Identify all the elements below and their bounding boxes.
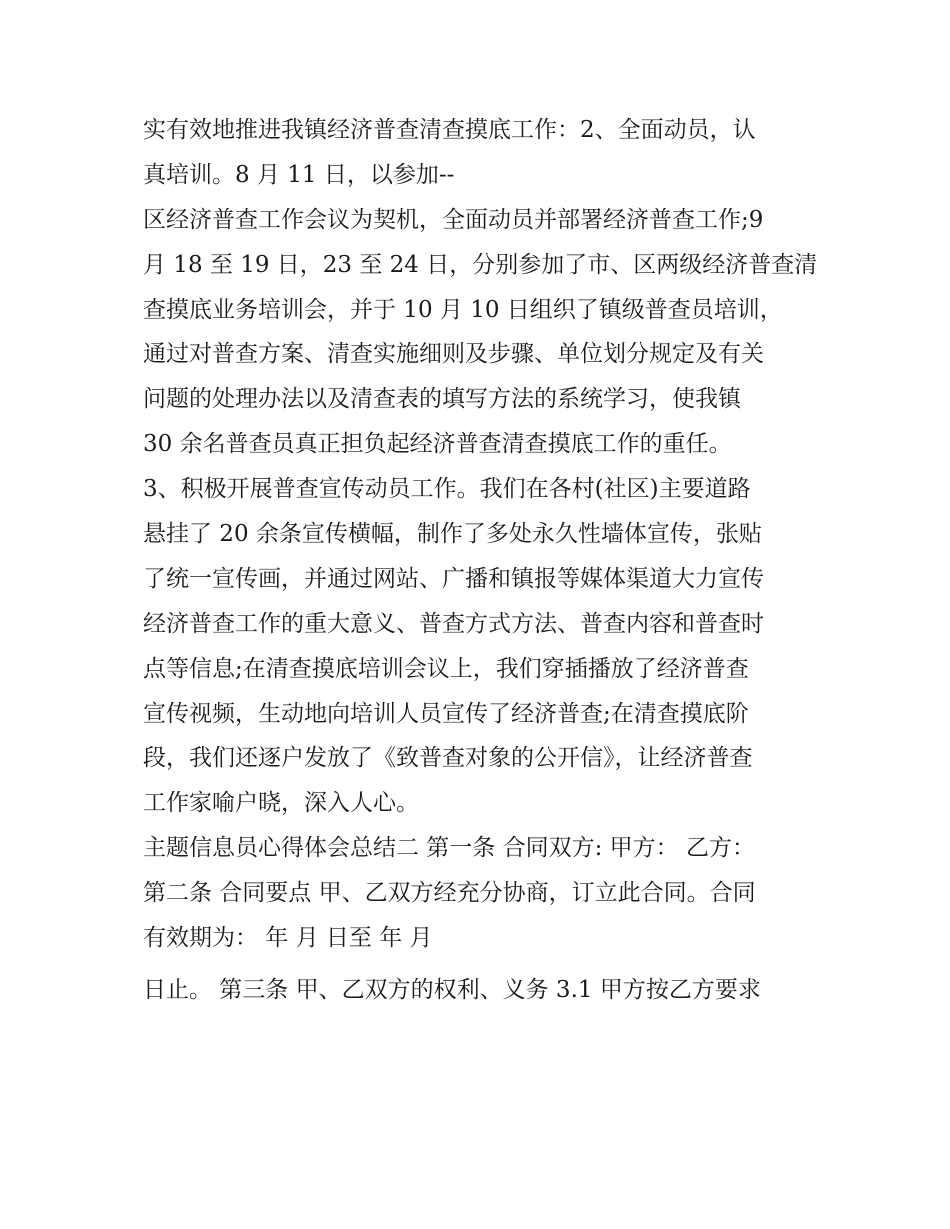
text-line: 有效期为： 年 月 日至 年 月 bbox=[143, 925, 433, 952]
text-line: 点等信息;在清查摸底培训会议上，我们穿插播放了经济普查 bbox=[143, 655, 749, 682]
text-line: 了统一宣传画，并通过网站、广播和镇报等媒体渠道大力宣传 bbox=[143, 565, 764, 592]
text-line: 区经济普查工作会议为契机，全面动员并部署经济普查工作;9 bbox=[143, 206, 764, 233]
text-line: 月 18 至 19 日，23 至 24 日，分别参加了市、区两级经济普查清 bbox=[143, 251, 818, 278]
text-line: 30 余名普查员真正担负起经济普查清查摸底工作的重任。 bbox=[143, 431, 732, 458]
text-line: 段，我们还逐户发放了《致普查对象的公开信》，让经济普查 bbox=[143, 745, 753, 772]
text-line: 主题信息员心得体会总结二 第一条 合同双方: 甲方： 乙方： bbox=[143, 835, 755, 862]
document-body bbox=[143, 108, 823, 1013]
text-line: 工作家喻户晓，深入人心。 bbox=[143, 790, 419, 817]
text-line: 通过对普查方案、清查实施细则及步骤、单位划分规定及有关 bbox=[143, 341, 764, 368]
text-line: 查摸底业务培训会，并于 10 月 10 日组织了镇级普查员培训， bbox=[143, 296, 783, 323]
text-line: 实有效地推进我镇经济普查清查摸底工作：2、全面动员，认 bbox=[143, 117, 756, 143]
text-line: 真培训。8 月 11 日，以参加-- bbox=[143, 161, 455, 188]
text-line: 宣传视频，生动地向培训人员宣传了经济普查;在清查摸底阶 bbox=[143, 700, 749, 727]
text-line: 3、积极开展普查宣传动员工作。我们在各村(社区)主要道路 bbox=[143, 476, 751, 503]
text-line: 悬挂了 20 余条宣传横幅，制作了多处永久性墙体宣传，张贴 bbox=[143, 521, 762, 548]
text-line: 经济普查工作的重大意义、普查方式方法、普查内容和普查时 bbox=[143, 610, 764, 637]
text-line: 日止。 第三条 甲、乙双方的权利、义务 3.1 甲方按乙方要求 bbox=[143, 976, 761, 1003]
text-line: 问题的处理办法以及清查表的填写方法的系统学习，使我镇 bbox=[143, 386, 741, 413]
text-line: 第二条 合同要点 甲、乙双方经充分协商，订立此合同。合同 bbox=[143, 880, 756, 907]
